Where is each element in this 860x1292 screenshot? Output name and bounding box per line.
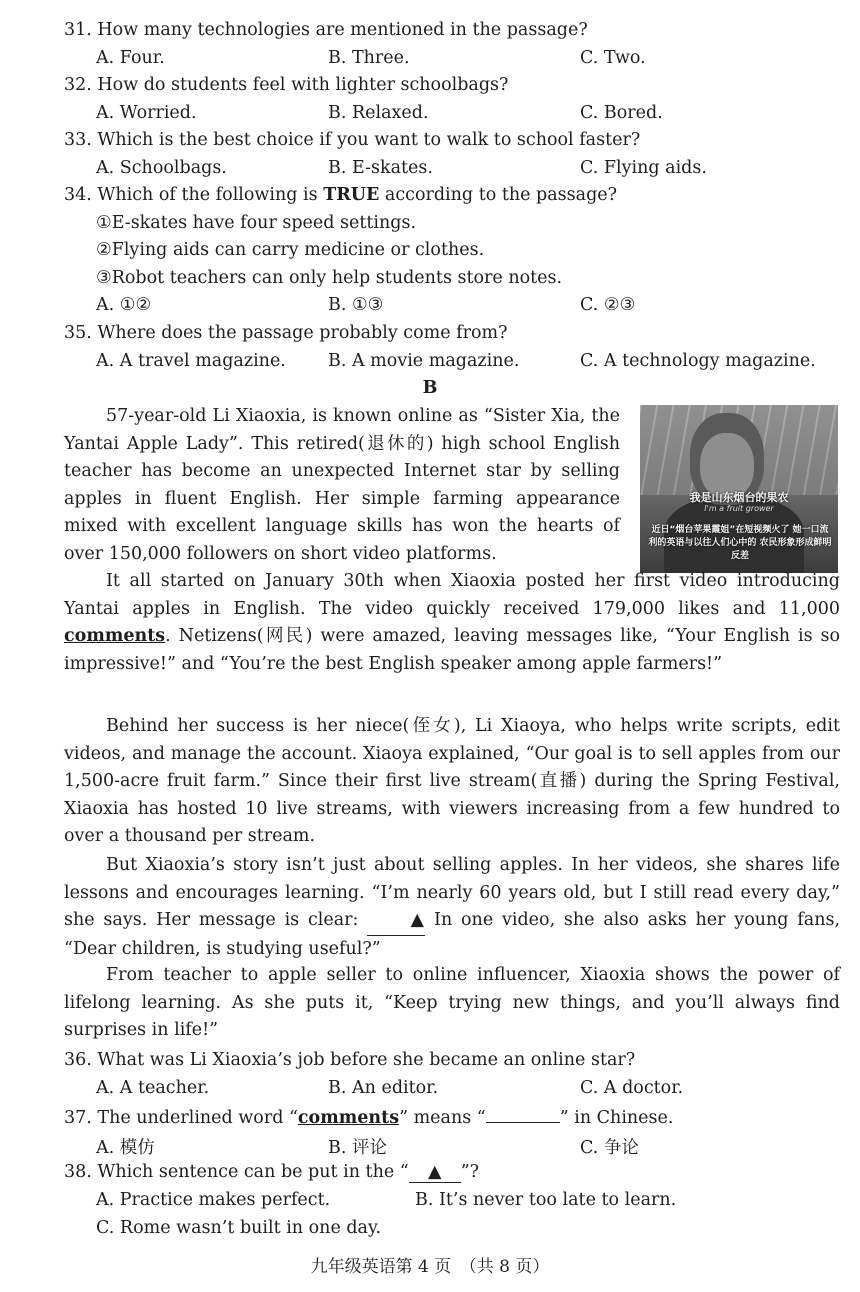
q37-option-b: B. 评论	[328, 1138, 387, 1158]
q34-option-b: B. ①③	[328, 295, 384, 315]
q37-answer-blank	[486, 1106, 560, 1123]
q38-option-a: A. Practice makes perfect.	[96, 1190, 331, 1210]
question-31-stem: 31. How many technologies are mentioned in the passage?	[64, 20, 588, 40]
news-photo	[640, 405, 838, 573]
q37-option-c: C. 争论	[580, 1138, 639, 1158]
q34-statement-3: ③Robot teachers can only help students store notes.	[96, 268, 563, 288]
question-35-stem: 35. Where does the passage probably come from?	[64, 323, 508, 343]
q34-stem-bold: TRUE	[323, 185, 380, 205]
q38-stem-before: 38. Which sentence can be put in the “	[64, 1162, 409, 1182]
q34-statement-2: ②Flying aids can carry medicine or clothes.	[96, 240, 485, 260]
q38-stem-after: ”?	[460, 1162, 480, 1182]
section-b-heading: B	[422, 378, 438, 398]
q34-option-c: C. ②③	[580, 295, 636, 315]
passage-p4-after: In one video, she also asks her young fans, “Dear children, is studying useful?”	[64, 910, 841, 959]
photo-caption-main: 我是山东烟台的果农	[689, 491, 789, 504]
page-footer: 九年级英语第 4 页 （共 8 页）	[310, 1257, 550, 1277]
passage-paragraph-5	[64, 962, 840, 1045]
photo-caption-en: I'm a fruit grower	[704, 504, 774, 513]
q38-triangle-blank: ▲	[409, 1162, 461, 1183]
q36-option-a: A. A teacher.	[96, 1078, 210, 1098]
q35-option-b: B. A movie magazine.	[328, 351, 520, 371]
question-32-stem: 32. How do students feel with lighter schoolbags?	[64, 75, 509, 95]
passage-paragraph-4	[64, 852, 840, 963]
photo-caption-desc: 近日“烟台苹果霞姐”在短视频火了 她一口流利的英语与以往人们心中的 农民形象形成鲜明反差	[648, 525, 832, 561]
q31-option-a: A. Four.	[96, 48, 165, 68]
q38-option-c: C. Rome wasn’t built in one day.	[96, 1218, 382, 1238]
passage-p4-before: But Xiaoxia’s story isn’t just about selling apples. In her videos, she shares life lessons and encourages learning. “I’m nearly 60 years old, but I still read every day,” she says. Her message is clear:	[64, 855, 840, 931]
q32-option-b: B. Relaxed.	[328, 103, 429, 123]
q37-stem-after: ” in Chinese.	[559, 1108, 674, 1128]
question-36-stem: 36. What was Li Xiaoxia’s job before she became an online star?	[64, 1050, 636, 1070]
passage-paragraph-3	[64, 713, 840, 851]
q34-statement-1: ①E-skates have four speed settings.	[96, 213, 417, 233]
q34-stem-after: according to the passage?	[379, 185, 618, 205]
passage-p2-after: . Netizens(网民) were amazed, leaving messages like, “Your English is so impressive!” and “You’re the best English speaker among apple farmers!”	[64, 626, 840, 674]
q36-option-b: B. An editor.	[328, 1078, 439, 1098]
q33-option-c: C. Flying aids.	[580, 158, 707, 178]
passage-p1-text: 57-year-old Li Xiaoxia, is known online as “Sister Xia, the Yantai Apple Lady”. This retired(退休的) high school English teacher has become an unexpected Internet star by selling apples in fluent English. Her simple farming appearance mixed with excellent language skills has won the hearts of over 150,000 followers on short video platforms.	[64, 406, 620, 564]
q33-option-b: B. E-skates.	[328, 158, 433, 178]
q31-option-b: B. Three.	[328, 48, 410, 68]
q33-option-a: A. Schoolbags.	[96, 158, 227, 178]
question-34-stem	[64, 185, 617, 205]
question-37-stem	[64, 1106, 673, 1128]
passage-p5-text: From teacher to apple seller to online influencer, Xiaoxia shows the power of lifelong learning. As she puts it, “Keep trying new things, and you’ll always find surprises in life!”	[64, 965, 840, 1041]
q35-option-a: A. A travel magazine.	[96, 351, 286, 371]
passage-paragraph-2	[64, 568, 840, 678]
passage-paragraph-1	[64, 403, 620, 569]
q37-option-a: A. 模仿	[96, 1138, 155, 1158]
q37-stem-word: comments	[297, 1108, 400, 1128]
q32-option-c: C. Bored.	[580, 103, 663, 123]
q31-option-c: C. Two.	[580, 48, 646, 68]
q35-option-c: C. A technology magazine.	[580, 351, 816, 371]
passage-p2-text	[64, 568, 840, 678]
passage-p3-text: Behind her success is her niece(侄女), Li Xiaoya, who helps write scripts, edit videos, and manage the account. Xiaoya explained, “Our goal is to sell apples from our 1,500-acre fruit farm.” Since their first live stream(直播) during the Spring Festival, Xiaoxia has hosted 10 live streams, with viewers increasing from a few hundred to over a thousand per stream.	[64, 716, 840, 847]
question-38-stem	[64, 1162, 479, 1183]
q34-option-a: A. ①②	[96, 295, 152, 315]
underlined-word-comments: comments	[64, 626, 166, 647]
q38-option-b: B. It’s never too late to learn.	[415, 1190, 677, 1210]
question-33-stem: 33. Which is the best choice if you want to walk to school faster?	[64, 130, 641, 150]
q36-option-c: C. A doctor.	[580, 1078, 684, 1098]
triangle-blank: ▲	[367, 907, 425, 936]
q34-stem-before: 34. Which of the following is	[64, 185, 324, 205]
passage-p4-text	[64, 852, 840, 963]
passage-p2-before: It all started on January 30th when Xiaoxia posted her first video introducing Yantai apples in English. The video quickly received 179,000 likes and 11,000	[64, 571, 840, 619]
q32-option-a: A. Worried.	[96, 103, 197, 123]
q37-stem-mid: ” means “	[399, 1108, 486, 1128]
q37-stem-before: 37. The underlined word “	[64, 1108, 298, 1128]
